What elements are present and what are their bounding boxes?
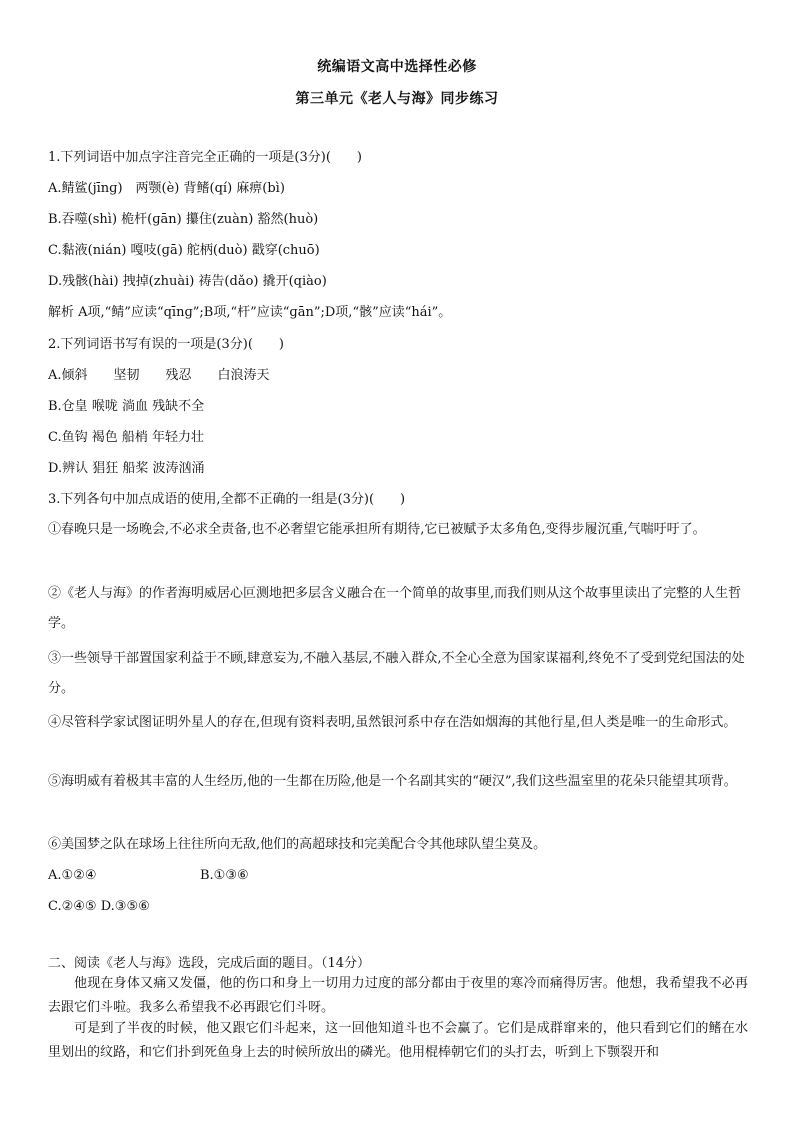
q3-sentence-5: ⑤海明威有着极其丰富的人生经历,他的一生都在历险,他是一个名副其实的“硬汉”,我们这些温室里的花朵只能望其项背。 [48,774,737,789]
q1-option-c: C.黏液(nián) 嘎吱(ɡā) 舵柄(duò) 戳穿(chuō) [48,243,320,258]
q3-sentence-4: ④尽管科学家试图证明外星人的存在,但现有资料表明,虽然银河系中存在浩如烟海的其他行星,但人类是唯一的生命形式。 [48,715,737,730]
q3-sentence-6: ⑥美国梦之队在球场上往往所向无敌,他们的高超球技和完美配合令其他球队望尘莫及。 [48,837,547,852]
q3-sentence-2: ②《老人与海》的作者海明威居心叵测地把多层含义融合在一个简单的故事里,而我们则从这个故事里读出了完整的人生哲学。 [48,586,742,631]
q3-sentence-1: ①春晚只是一场晚会,不必求全责备,也不必奢望它能承担所有期待,它已被赋予太多角色,变得步履沉重,气喘吁吁了。 [48,522,706,537]
document-title: 统编语文高中选择性必修 [317,59,477,75]
q1-option-b: B.吞噬(shì) 桅杆(ɡān) 攥住(zuàn) 豁然(huò) [48,212,319,227]
q3-option-a: A.①②④ [48,868,97,883]
document-subtitle: 第三单元《老人与海》同步练习 [295,91,499,107]
part2-paragraph-2: 可是到了半夜的时候，他又跟它们斗起来，这一回他知道斗也不会赢了。它们是成群窜来的，他只看到它们的鳍在水里划出的纹路，和它们扑到死鱼身上去的时候所放出的磷光。他用棍棒朝它们的头打去，听到上下颚裂开和 [48,1021,748,1060]
part2-heading: 二、阅读《老人与海》选段，完成后面的题目。（14分） [48,956,371,971]
q1-stem: 1.下列词语中加点字注音完全正确的一项是(3分)( ) [48,150,362,165]
q1-analysis: 解析 A项,“鲭”应读“qīnɡ”;B项,“杆”应读“ɡān”;D项,“骸”应读“hái”。 [48,305,452,320]
q3-sentence-3: ③一些领导干部置国家利益于不顾,肆意妄为,不融入基层,不融入群众,不全心全意为国家谋福利,终免不了受到党纪国法的处分。 [48,651,745,696]
q3-option-b: B.①③⑥ [200,868,249,883]
q2-option-c: C.鱼钩 褐色 船梢 年轻力壮 [48,430,205,445]
q2-option-b: B.仓皇 喉咙 淌血 残缺不全 [48,399,205,414]
q1-option-a: A.鲭鲨(jīnɡ) 两颚(è) 背鳍(qí) 麻痹(bì) [48,181,285,196]
q1-option-d: D.残骸(hài) 拽掉(zhuài) 祷告(dǎo) 撬开(qiào) [48,274,327,289]
part2-paragraph-1: 他现在身体又痛又发僵，他的伤口和身上一切用力过度的部分都由于夜里的寒冷而痛得厉害。他想，我希望我不必再去跟它们斗啦。我多么希望我不必再跟它们斗呀。 [48,976,748,1015]
q3-stem: 3.下列各句中加点成语的使用,全都不正确的一组是(3分)( ) [48,492,406,507]
q2-option-a: A.倾斜 坚韧 残忍 白浪涛天 [48,368,270,383]
q2-option-d: D.辨认 猖狂 船桨 波涛汹涌 [48,461,205,476]
q3-option-cd: C.②④⑤ D.③⑤⑥ [48,899,150,914]
q2-stem: 2.下列词语书写有误的一项是(3分)( ) [48,337,284,352]
